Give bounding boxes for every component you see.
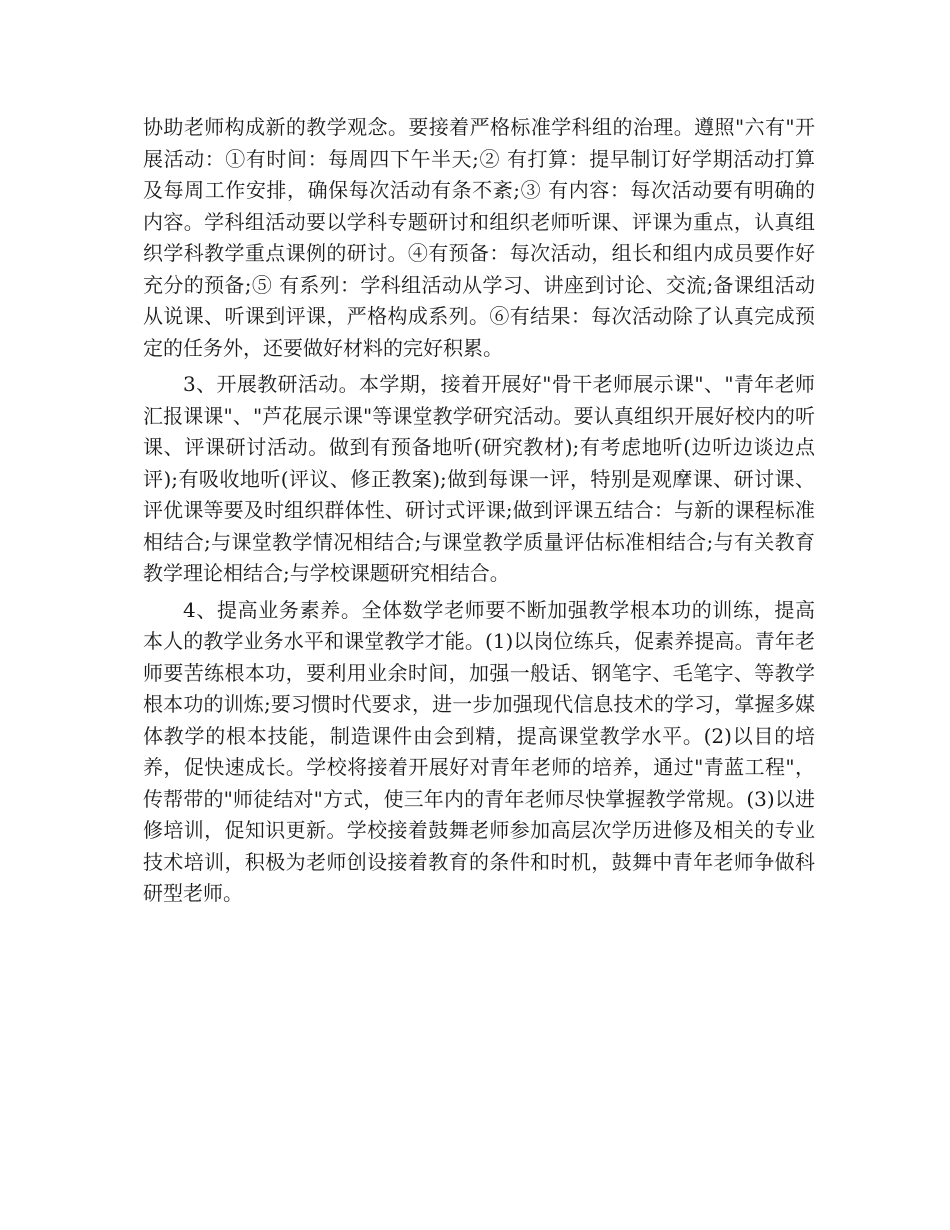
paragraph-professional-quality: 4、提高业务素养。全体数学老师要不断加强教学根本功的训练，提高本人的教学业务水平和课堂教学才能。(1)以岗位练兵，促素养提高。青年老师要苦练根本功，要利用业余时间，加强一般话、钢笔字、毛笔字、等教学根本功的训炼;要习惯时代要求，进一步加强现代信息技术的学习，掌握多媒体教学的根本技能，制造课件由会到精，提高课堂教学水平。(2)以目的培养，促快速成长。学校将接着开展好对青年老师的培养，通过"青蓝工程"，传帮带的"师徒结对"方式，使三年内的青年老师尽快掌握教学常规。(3)以进修培训，促知识更新。学校接着鼓舞老师参加高层次学历进修及相关的专业技术培训，积极为老师创设接着教育的条件和时机，鼓舞中青年老师争做科研型老师。	[143, 597, 815, 905]
document-body	[143, 112, 815, 915]
paragraph-teaching-research: 3、开展教研活动。本学期，接着开展好"骨干老师展示课"、"青年老师汇报课课"、"芦花展示课"等课堂教学研究活动。要认真组织开展好校内的听课、评课研讨活动。做到有预备地听(研究教材);有考虑地听(边听边谈边点评);有吸收地听(评议、修正教案);做到每课一评，特别是观摩课、研讨课、评优课等要及时组织群体性、研讨式评课;做到评课五结合：与新的课程标准相结合;与课堂教学情况相结合;与课堂教学质量评估标准相结合;与有关教育教学理论相结合;与学校课题研究相结合。	[143, 372, 815, 585]
paragraph-continuation: 协助老师构成新的教学观念。要接着严格标准学科组的治理。遵照"六有"开展活动：①有时间：每周四下午半天;② 有打算：提早制订好学期活动打算及每周工作安排，确保每次活动有条不紊;③ 有内容：每次活动要有明确的内容。学科组活动要以学科专题研讨和组织老师听课、评课为重点，认真组织学科教学重点课例的研讨。④有预备：每次活动，组长和组内成员要作好充分的预备;⑤ 有系列：学科组活动从学习、讲座到讨论、交流;备课组活动从说课、听课到评课，严格构成系列。⑥有结果：每次活动除了认真完成预定的任务外，还要做好材料的完好积累。	[143, 115, 815, 360]
